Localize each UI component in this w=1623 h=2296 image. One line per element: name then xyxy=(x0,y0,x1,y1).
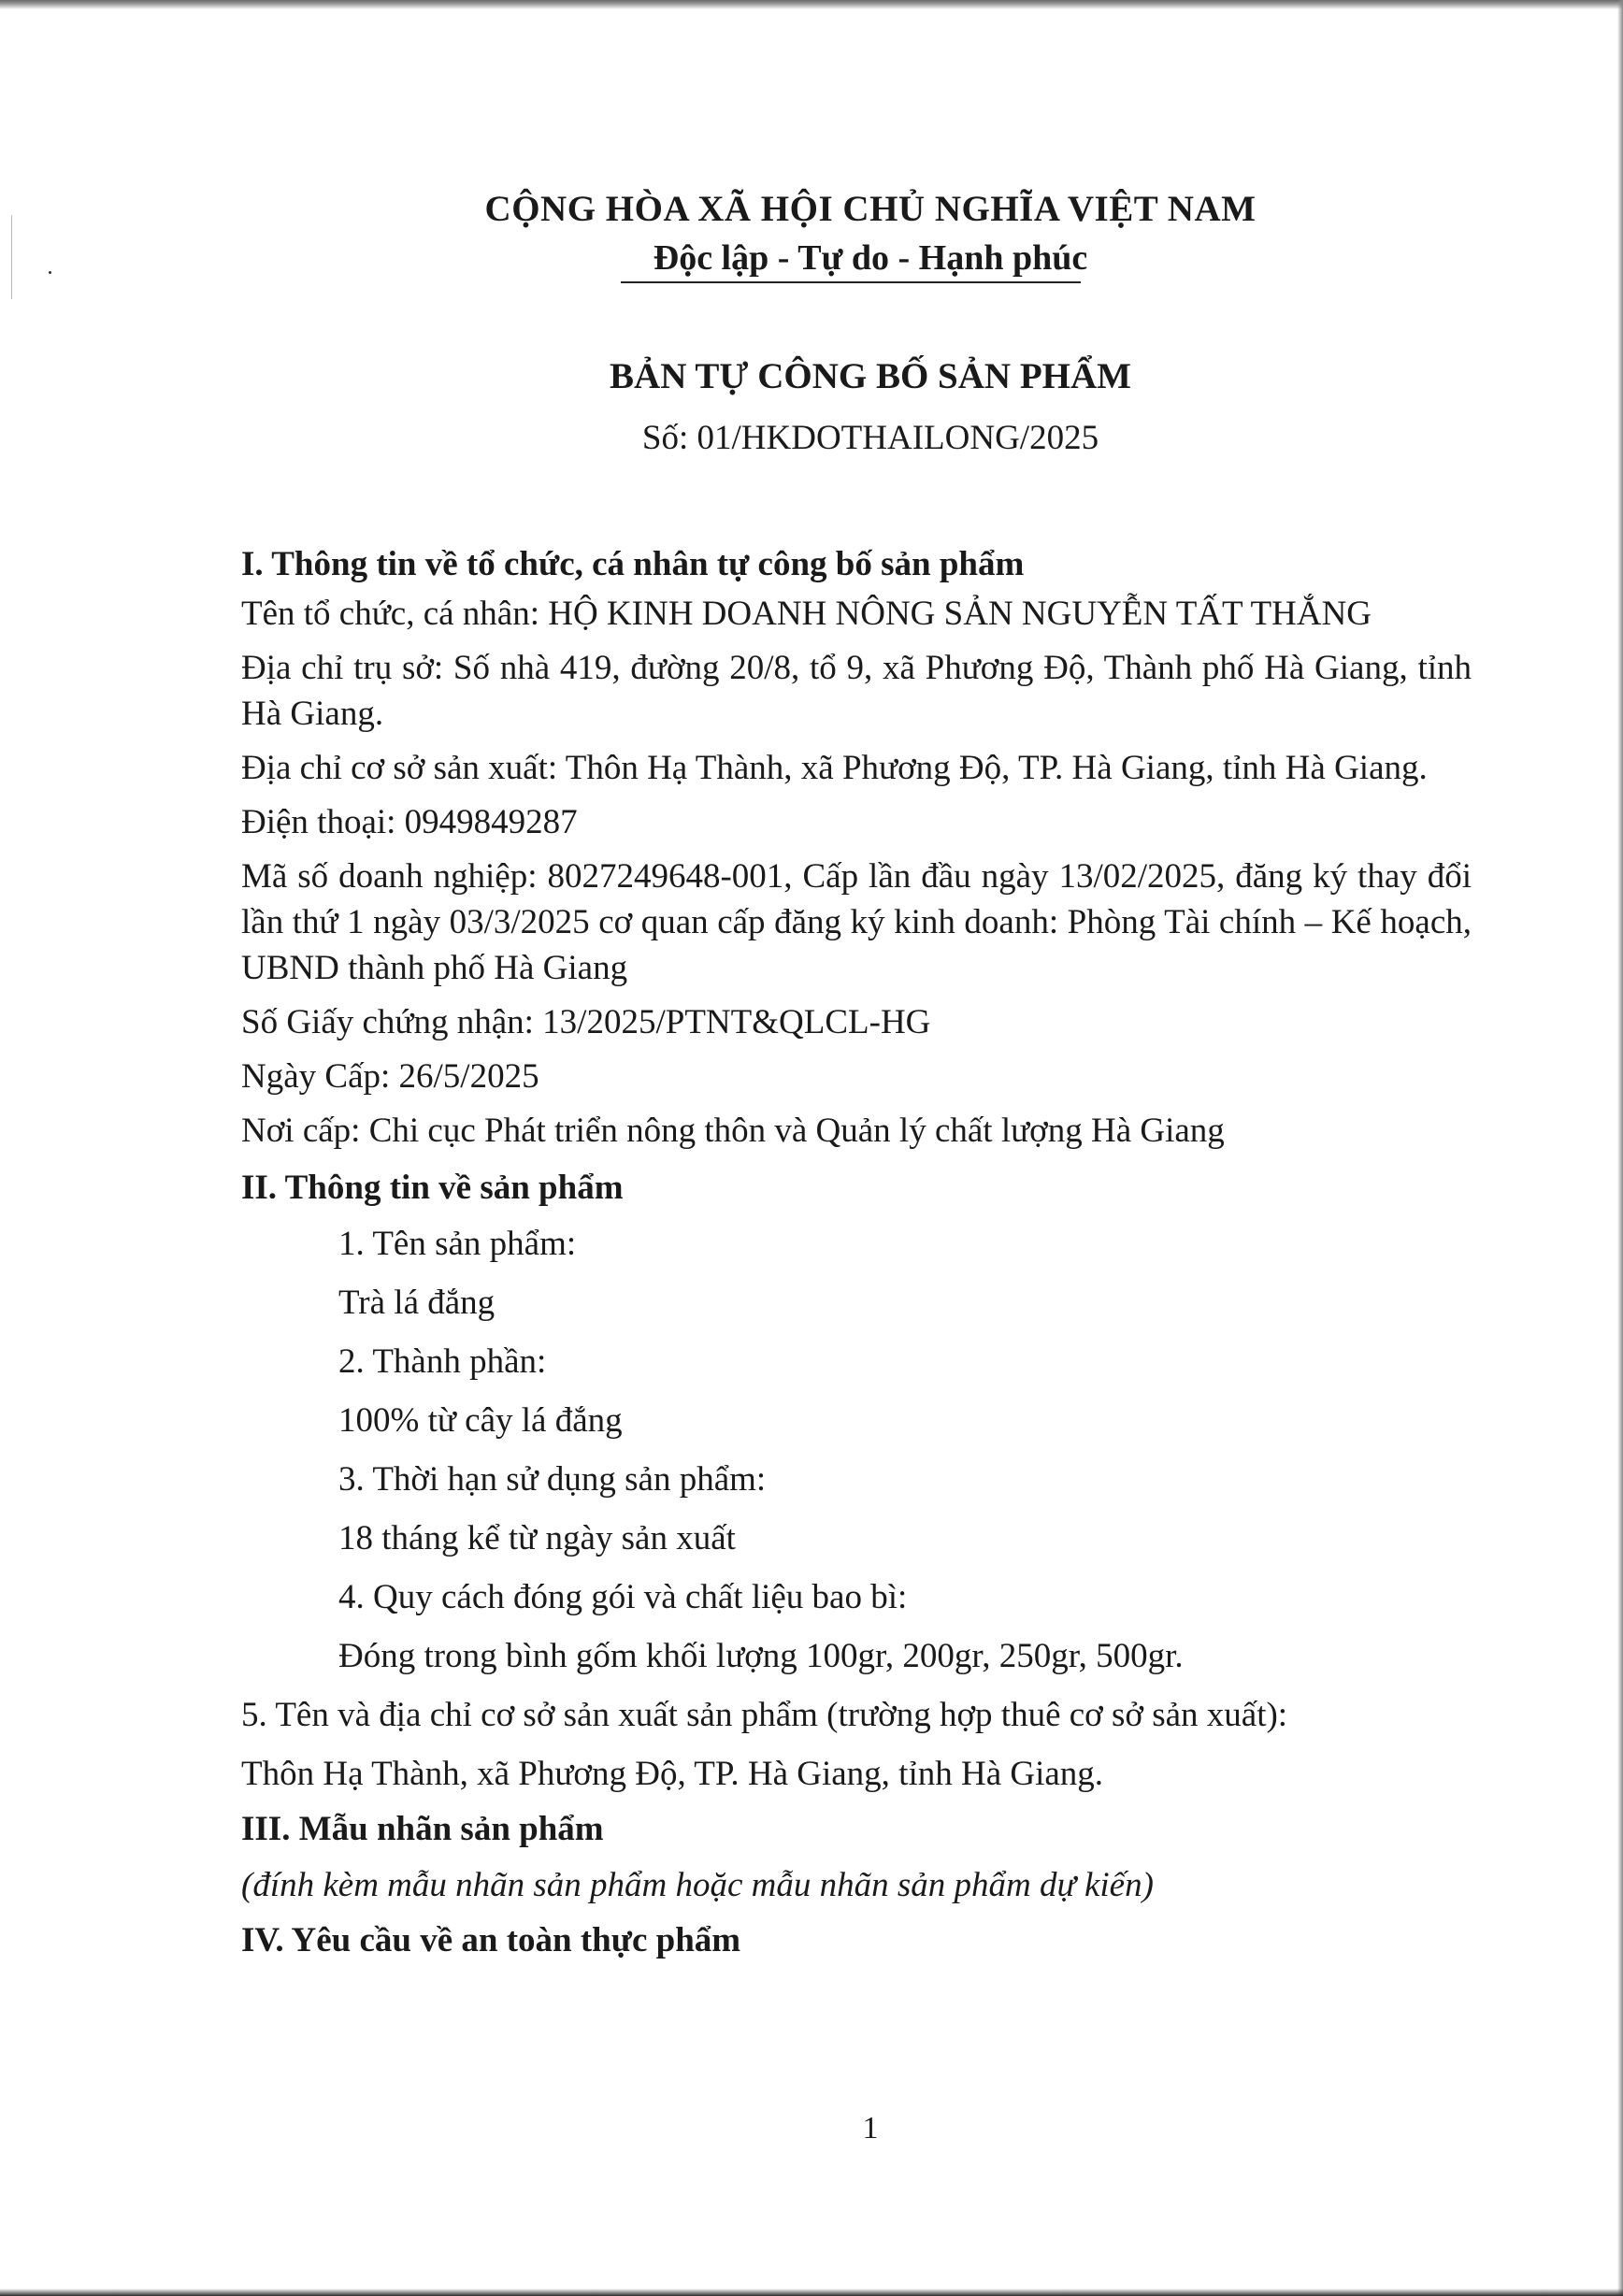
product-item-value: Thôn Hạ Thành, xã Phương Độ, TP. Hà Giang, tỉnh Hà Giang. xyxy=(241,1755,1104,1793)
motto-underline xyxy=(621,281,1081,283)
org-name: Tên tổ chức, cá nhân: HỘ KINH DOANH NÔNG SẢN NGUYỄN TẤT THẮNG xyxy=(241,595,1372,633)
hq-address: Địa chỉ trụ sở: Số nhà 419, đường 20/8, tổ 9, xã Phương Độ, Thành phố Hà Giang, tỉnh Hà Giang. xyxy=(241,649,1472,733)
product-item-label: 1. Tên sản phẩm: xyxy=(338,1225,577,1263)
motto: Độc lập - Tự do - Hạnh phúc xyxy=(653,238,1088,278)
document-number: Số: 01/HKDOTHAILONG/2025 xyxy=(641,419,1099,457)
product-item-label: 4. Quy cách đóng gói và chất liệu bao bì: xyxy=(338,1578,908,1616)
product-item-value: 18 tháng kể từ ngày sản xuất xyxy=(338,1519,736,1557)
document-body xyxy=(241,538,1472,1967)
national-header xyxy=(0,185,1623,282)
section-3-heading: III. Mẫu nhãn sản phẩm xyxy=(241,1810,604,1848)
certificate-number: Số Giấy chứng nhận: 13/2025/PTNT&QLCL-HG xyxy=(241,1003,931,1041)
product-item-label: 2. Thành phần: xyxy=(338,1342,547,1381)
scan-edge-bottom xyxy=(0,2289,1623,2296)
product-item-label: 5. Tên và địa chỉ cơ sở sản xuất sản phẩm (trường hợp thuê cơ sở sản xuất): xyxy=(241,1696,1288,1734)
section-1-heading: I. Thông tin về tổ chức, cá nhân tự công bố sản phẩm xyxy=(241,545,1025,583)
nation-title: CỘNG HÒA XÃ HỘI CHỦ NGHĨA VIỆT NAM xyxy=(484,189,1257,229)
issue-date: Ngày Cấp: 26/5/2025 xyxy=(241,1057,539,1096)
product-item-value: Đóng trong bình gốm khối lượng 100gr, 200gr, 250gr, 500gr. xyxy=(338,1637,1184,1675)
phone: Điện thoại: 0949849287 xyxy=(241,803,578,841)
scan-edge-top xyxy=(0,0,1623,9)
section-4-heading: IV. Yêu cầu về an toàn thực phẩm xyxy=(241,1921,741,1959)
section-2-heading: II. Thông tin về sản phẩm xyxy=(241,1169,624,1207)
product-item-value: 100% từ cây lá đắng xyxy=(338,1401,623,1440)
label-note: (đính kèm mẫu nhãn sản phẩm hoặc mẫu nhãn sản phẩm dự kiến) xyxy=(241,1866,1154,1904)
page-number: 1 xyxy=(862,2111,879,2145)
document-title: BẢN TỰ CÔNG BỐ SẢN PHẨM xyxy=(610,356,1131,396)
business-code: Mã số doanh nghiệp: 8027249648-001, Cấp lần đầu ngày 13/02/2025, đăng ký thay đổi lần thứ 1 ngày 03/3/2025 cơ quan cấp đăng ký kinh doanh: Phòng Tài chính – Kế hoạch, UBND thành phố Hà Giang xyxy=(241,857,1472,987)
product-item-value: Trà lá đắng xyxy=(338,1284,496,1322)
scan-edge-right xyxy=(1617,0,1623,2296)
issued-by: Nơi cấp: Chi cục Phát triển nông thôn và Quản lý chất lượng Hà Giang xyxy=(241,1112,1225,1150)
facility-address: Địa chỉ cơ sở sản xuất: Thôn Hạ Thành, xã Phương Độ, TP. Hà Giang, tỉnh Hà Giang. xyxy=(241,749,1428,787)
product-item-label: 3. Thời hạn sử dụng sản phẩm: xyxy=(338,1460,767,1499)
